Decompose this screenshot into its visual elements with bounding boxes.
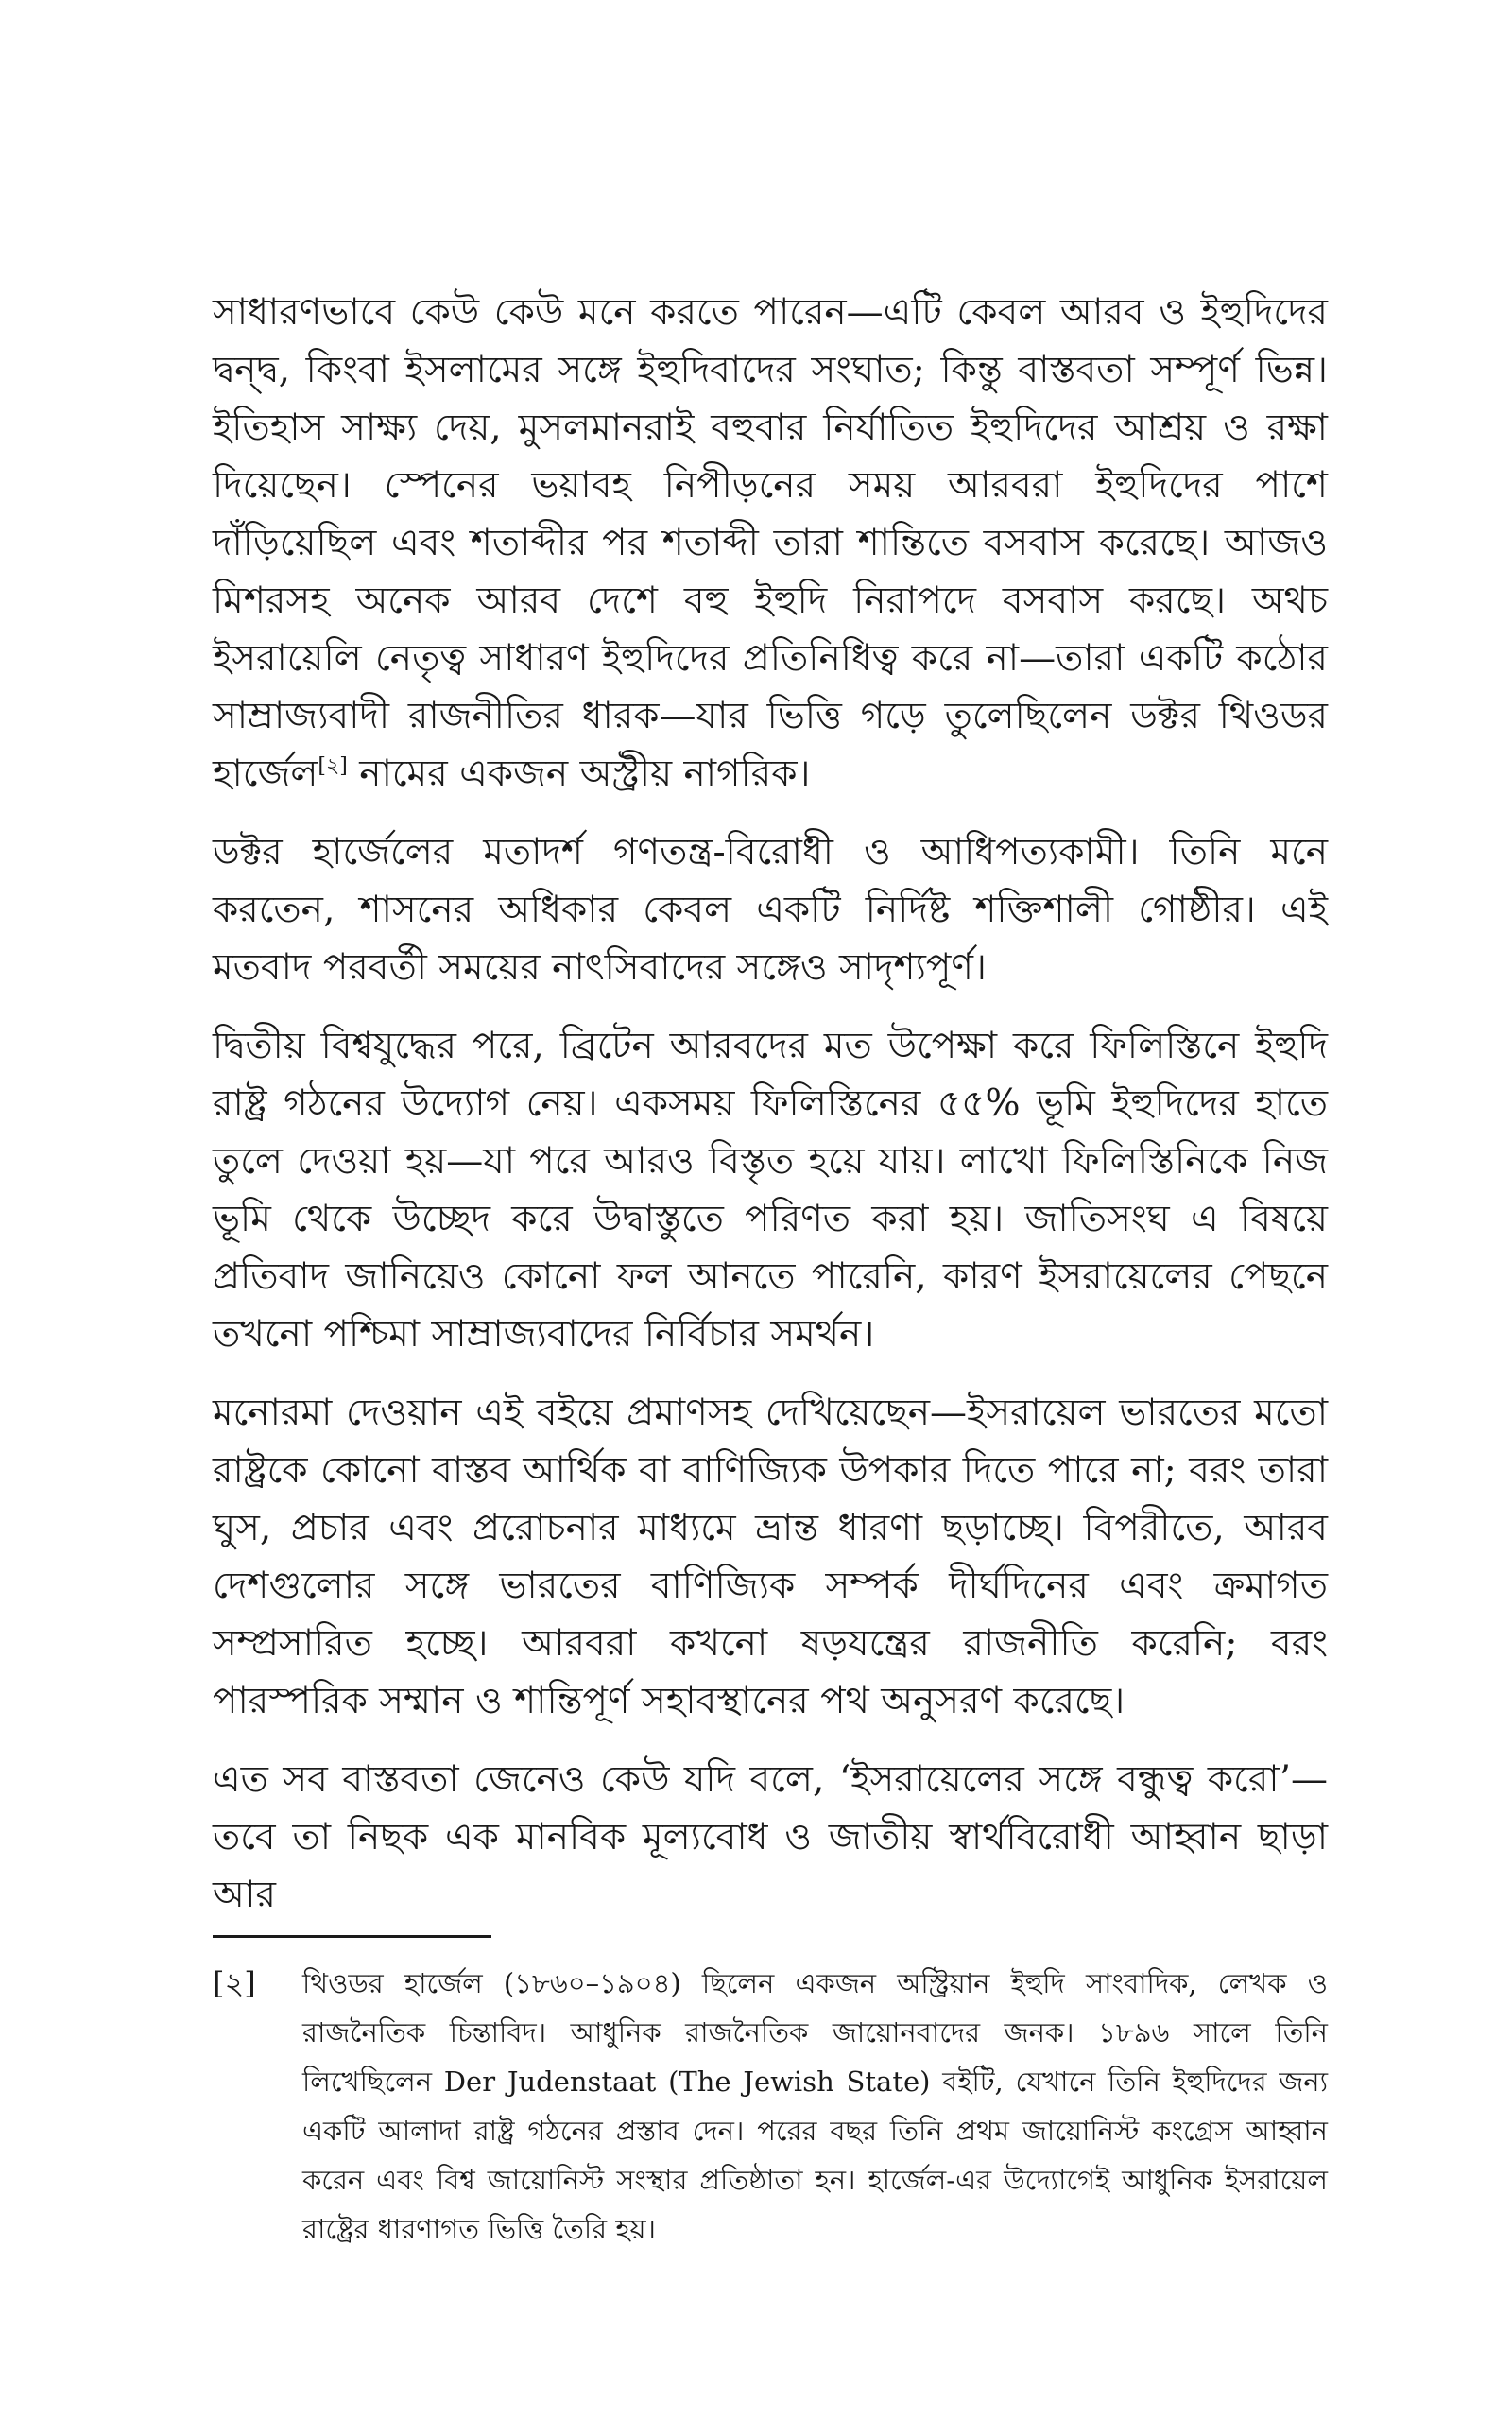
footnote-marker: [২]: [213, 1965, 256, 2001]
page-body: [213, 284, 1328, 1945]
paragraph-1: [213, 284, 1328, 803]
footnote-reference[interactable]: [২]: [318, 754, 348, 778]
paragraph-1-text: সাধারণভাবে কেউ কেউ মনে করতে পারেন—এটি কেবল আরব ও ইহুদিদের দ্বন্দ্ব, কিংবা ইসলামের সঙ্গে ইহুদিবাদের সংঘাত; কিন্তু বাস্তবতা সম্পূর্ণ ভিন্ন। ইতিহাস সাক্ষ্য দেয়, মুসলমানরাই বহুবার নির্যাতিত ইহুদিদের আশ্রয় ও রক্ষা দিয়েছেন। স্পেনের ভয়াবহ নিপীড়নের সময় আরবরা ইহুদিদের পাশে দাঁড়িয়েছিল এবং শতাব্দীর পর শতাব্দী তারা শান্তিতে বসবাস করেছে। আজও মিশরসহ অনেক আরব দেশে বহু ইহুদি নিরাপদে বসবাস করছে। অথচ ইসরায়েলি নেতৃত্ব সাধারণ ইহুদিদের প্রতিনিধিত্ব করে না—তারা একটি কঠোর সাম্রাজ্যবাদী রাজনীতির ধারক—যার ভিত্তি গড়ে তুলেছিলেন ডক্টর থিওডর হার্জেল: [213, 291, 1328, 795]
paragraph-5: এত সব বাস্তবতা জেনেও কেউ যদি বলে, ‘ইসরায়েলের সঙ্গে বন্ধুত্ব করো’—তবে তা নিছক এক মানবিক মূল্যবোধ ও জাতীয় স্বার্থবিরোধী আহ্বান ছাড়া আর: [213, 1758, 1328, 1916]
footnote-divider: [213, 1935, 491, 1938]
paragraph-4: মনোরমা দেওয়ান এই বইয়ে প্রমাণসহ দেখিয়েছেন—ইসরায়েল ভারতের মতো রাষ্ট্রকে কোনো বাস্তব আর্থিক বা বাণিজ্যিক উপকার দিতে পারে না; বরং তারা ঘুস, প্রচার এবং প্ররোচনার মাধ্যমে ভ্রান্ত ধারণা ছড়াচ্ছে। বিপরীতে, আরব দেশগুলোর সঙ্গে ভারতের বাণিজ্যিক সম্পর্ক দীর্ঘদিনের এবং ক্রমাগত সম্প্রসারিত হচ্ছে। আরবরা কখনো ষড়যন্ত্রের রাজনীতি করেনি; বরং পারস্পরিক সম্মান ও শান্তিপূর্ণ সহাবস্থানের পথ অনুসরণ করেছে।: [213, 1392, 1328, 1722]
footnote: [213, 1959, 1328, 2254]
paragraph-1-tail: নামের একজন অস্ট্রীয় নাগরিক।: [347, 752, 811, 795]
paragraph-2: ডক্টর হার্জেলের মতাদর্শ গণতন্ত্র-বিরোধী ও আধিপত্যকামী। তিনি মনে করতেন, শাসনের অধিকার কেবল একটি নির্দিষ্ট শক্তিশালী গোষ্ঠীর। এই মতবাদ পরবর্তী সময়ের নাৎসিবাদের সঙ্গেও সাদৃশ্যপূর্ণ।: [213, 831, 1328, 989]
footnote-text: থিওডর হার্জেল (১৮৬০–১৯০৪) ছিলেন একজন অস্ট্রিয়ান ইহুদি সাংবাদিক, লেখক ও রাজনৈতিক চিন্তাবিদ। আধুনিক রাজনৈতিক জায়োনবাদের জনক। ১৮৯৬ সালে তিনি লিখেছিলেন Der Judenstaat (The Jewish State) বইটি, যেখানে তিনি ইহুদিদের জন্য একটি আলাদা রাষ্ট্র গঠনের প্রস্তাব দেন। পরের বছর তিনি প্রথম জায়োনিস্ট কংগ্রেস আহ্বান করেন এবং বিশ্ব জায়োনিস্ট সংস্থার প্রতিষ্ঠাতা হন। হার্জেল-এর উদ্যোগেই আধুনিক ইসরায়েল রাষ্ট্রের ধারণাগত ভিত্তি তৈরি হয়।: [302, 1967, 1328, 2245]
paragraph-3: দ্বিতীয় বিশ্বযুদ্ধের পরে, ব্রিটেন আরবদের মত উপেক্ষা করে ফিলিস্তিনে ইহুদি রাষ্ট্র গঠনের উদ্যোগ নেয়। একসময় ফিলিস্তিনের ৫৫% ভূমি ইহুদিদের হাতে তুলে দেওয়া হয়—যা পরে আরও বিস্তৃত হয়ে যায়। লাখো ফিলিস্তিনিকে নিজ ভূমি থেকে উচ্ছেদ করে উদ্বাস্তুতে পরিণত করা হয়। জাতিসংঘ এ বিষয়ে প্রতিবাদ জানিয়েও কোনো ফল আনতে পারেনি, কারণ ইসরায়েলের পেছনে তখনো পশ্চিমা সাম্রাজ্যবাদের নির্বিচার সমর্থন।: [213, 1025, 1328, 1356]
